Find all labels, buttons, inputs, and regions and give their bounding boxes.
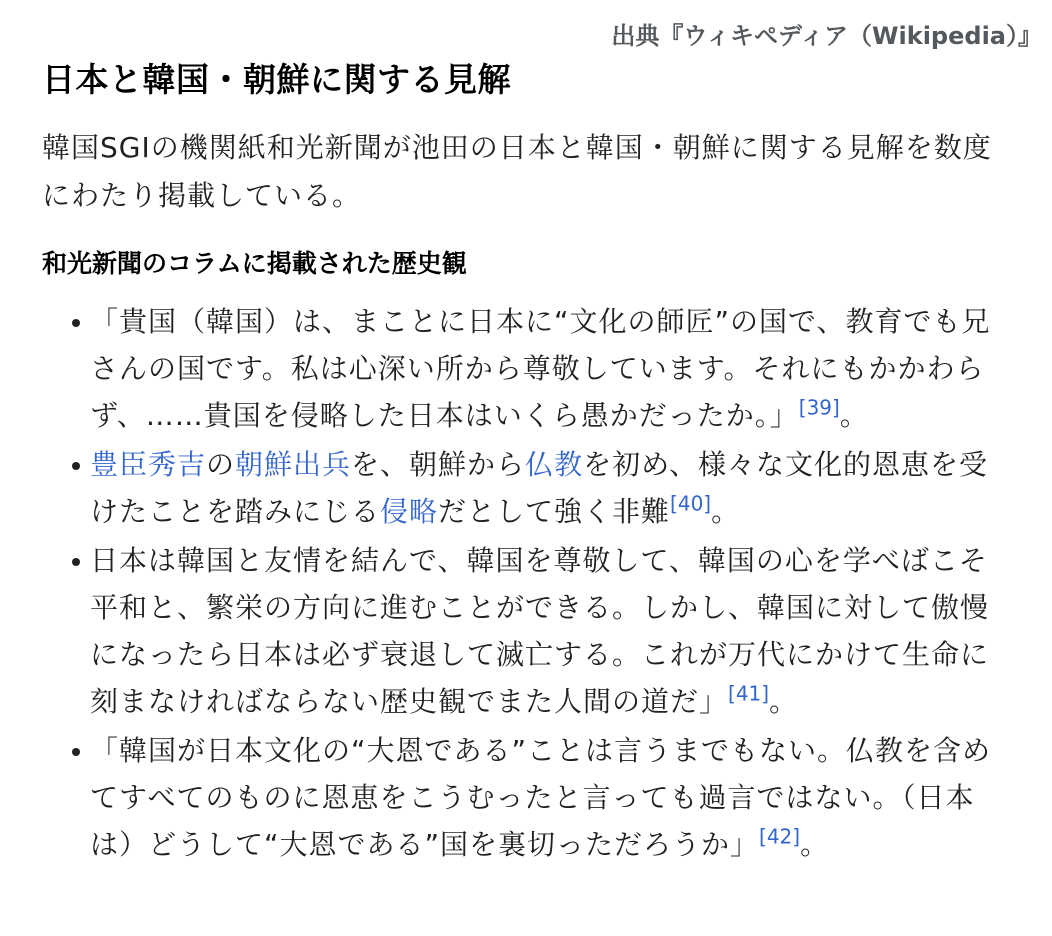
reference-link[interactable]: [42] <box>759 824 801 849</box>
sentence-end: 。 <box>800 828 830 861</box>
reference-link[interactable]: [40] <box>670 491 712 516</box>
subsection-heading: 和光新聞のコラムに掲載された歴史観 <box>42 249 467 278</box>
link-toyotomi-hideyoshi[interactable]: 豊臣秀吉 <box>90 448 207 481</box>
item-text: を初め、様々な文化的恩恵を受けたことを踏みにじる <box>90 448 988 528</box>
list-item <box>42 298 1002 439</box>
sentence-end: 。 <box>769 685 799 718</box>
source-credit: 出典『ウィキペディア（Wikipedia）』 <box>611 22 1042 50</box>
list-item <box>42 727 1002 868</box>
list-item <box>42 537 1002 725</box>
reference-link[interactable]: [39] <box>798 395 840 420</box>
link-buddhism[interactable]: 仏教 <box>525 448 584 481</box>
link-invasion[interactable]: 侵略 <box>380 495 439 528</box>
quote-text: 「貴国（韓国）は、まことに日本に“文化の師匠”の国で、教育でも兄さんの国です。私は心深い所から尊敬しています。それにもかかわらず、……貴国を侵略した日本はいくら愚かだったか。」 <box>90 305 991 432</box>
quote-text: 日本は韓国と友情を結んで、韓国を尊敬して、韓国の心を学べばこそ平和と、繁栄の方向に進むことができる。しかし、韓国に対して傲慢になったら日本は必ず衰退して滅亡する。これが万代にかけて生命に刻まなければならない歴史観でまた人間の道だ」 <box>90 544 990 718</box>
reference-link[interactable]: [41] <box>728 681 770 706</box>
sentence-end: 。 <box>839 399 869 432</box>
link-korea-invasion[interactable]: 朝鮮出兵 <box>235 448 352 481</box>
sentence-end: 。 <box>711 495 741 528</box>
quote-text: 「韓国が日本文化の“大恩である”ことは言うまでもない。仏教を含めてすべてのものに恩恵をこうむったと言っても過言ではない。（日本は）どうして“大恩である”国を裏切っただろうか」 <box>90 734 992 861</box>
item-text: を、朝鮮から <box>351 448 526 481</box>
section-heading: 日本と韓国・朝鮮に関する見解 <box>42 60 511 99</box>
column-quote-list <box>42 298 1002 868</box>
item-text: だとして強く非難 <box>438 495 671 528</box>
article-section <box>42 56 1002 870</box>
list-item <box>42 441 1002 535</box>
item-text: の <box>206 448 236 481</box>
intro-paragraph: 韓国SGIの機関紙和光新聞が池田の日本と韓国・朝鮮に関する見解を数度にわたり掲載している。 <box>42 131 992 212</box>
